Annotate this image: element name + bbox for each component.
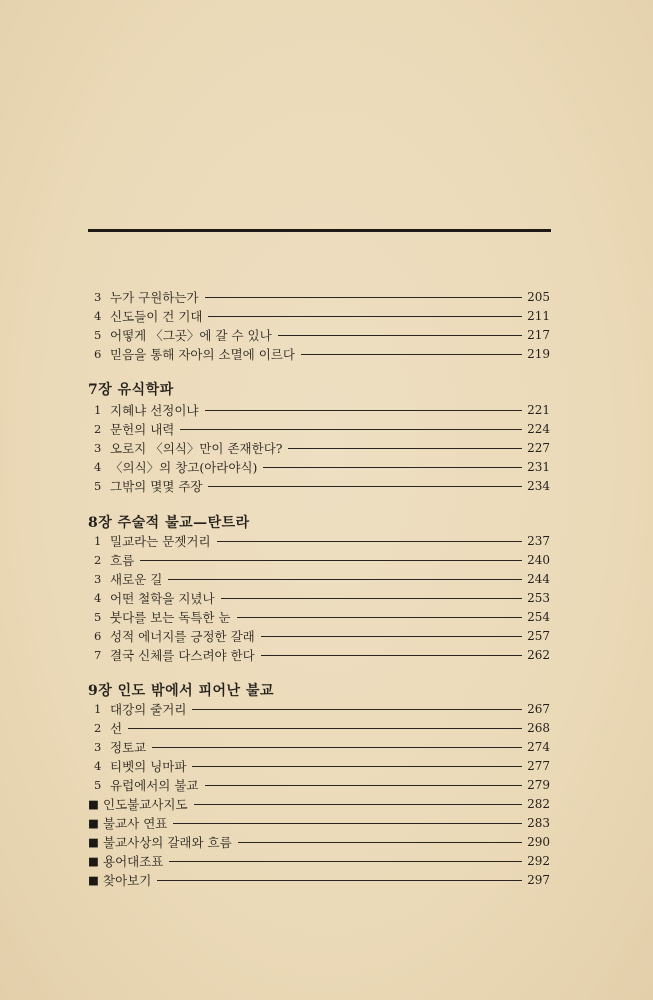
leader-line: [208, 316, 522, 317]
entry-title: 결국 신체를 다스려야 한다: [110, 648, 255, 663]
entry-title: 용어대조표: [103, 854, 164, 869]
toc-entry: [88, 757, 550, 775]
leader-line: [261, 655, 522, 656]
entry-title: 새로운 길: [110, 572, 163, 587]
leader-line: [140, 560, 522, 561]
toc-entry: [88, 700, 550, 718]
entry-page: 254: [527, 610, 550, 624]
toc-entry: [88, 627, 550, 645]
entry-page: 211: [527, 309, 550, 323]
entry-page: 292: [527, 854, 550, 868]
entry-title: 지혜냐 선정이냐: [110, 403, 199, 418]
leader-line: [217, 541, 522, 542]
leader-line: [192, 709, 522, 710]
toc-entry-appendix: [88, 833, 550, 851]
entry-number: 1: [94, 534, 102, 548]
entry-number: 4: [94, 591, 102, 605]
entry-marker: ■: [88, 816, 99, 830]
toc-entry: [88, 326, 550, 344]
toc-entry: [88, 401, 550, 419]
toc-entry: [88, 551, 550, 569]
entry-number: 6: [94, 629, 102, 643]
entry-title: 믿음을 통해 자아의 소멸에 이르다: [110, 347, 295, 362]
leader-line: [169, 861, 522, 862]
toc-entry-appendix: [88, 871, 550, 889]
entry-title: 선: [110, 721, 123, 736]
leader-line: [152, 747, 522, 748]
entry-title: 불교사 연표: [103, 816, 168, 831]
entry-marker: ■: [88, 835, 99, 849]
entry-number: 4: [94, 309, 102, 323]
entry-page: 277: [527, 759, 550, 773]
entry-page: 240: [527, 553, 550, 567]
entry-number: 5: [94, 778, 102, 792]
entry-page: 253: [527, 591, 550, 605]
leader-line: [192, 766, 522, 767]
leader-line: [221, 598, 522, 599]
entry-number: 7: [94, 648, 102, 662]
toc-entry: [88, 589, 550, 607]
entry-page: 282: [527, 797, 550, 811]
leader-line: [288, 448, 522, 449]
entry-page: 274: [527, 740, 550, 754]
toc-entry-appendix: [88, 852, 550, 870]
entry-page: 217: [527, 328, 550, 342]
entry-title: 성적 에너지를 긍정한 갈래: [110, 629, 255, 644]
entry-title: 붓다를 보는 독특한 눈: [110, 610, 231, 625]
entry-number: 5: [94, 479, 102, 493]
leader-line: [278, 335, 522, 336]
leader-line: [180, 429, 522, 430]
entry-page: 237: [527, 534, 550, 548]
entry-number: 3: [94, 441, 102, 455]
toc-entry: [88, 776, 550, 794]
entry-number: 1: [94, 702, 102, 716]
leader-line: [205, 410, 523, 411]
toc-entry: [88, 420, 550, 438]
entry-number: 5: [94, 328, 102, 342]
leader-line: [301, 354, 522, 355]
toc-entry: [88, 646, 550, 664]
toc-entry: [88, 288, 550, 306]
entry-page: 279: [527, 778, 550, 792]
entry-title: 어떤 철학을 지녔나: [110, 591, 215, 606]
entry-page: 290: [527, 835, 550, 849]
leader-line: [205, 297, 523, 298]
entry-page: 234: [527, 479, 550, 493]
entry-title: 정토교: [110, 740, 147, 755]
entry-title: 유럽에서의 불교: [110, 778, 199, 793]
leader-line: [237, 617, 522, 618]
entry-page: 257: [527, 629, 550, 643]
entry-page: 231: [527, 460, 550, 474]
entry-number: 6: [94, 347, 102, 361]
toc-entry: [88, 608, 550, 626]
entry-title: 어떻게 〈그곳〉에 갈 수 있나: [110, 328, 272, 343]
entry-marker: ■: [88, 854, 99, 868]
entry-number: 4: [94, 759, 102, 773]
chapter-heading: 7장 유식학파: [88, 382, 174, 398]
toc-entry: [88, 345, 550, 363]
toc-entry-appendix: [88, 795, 550, 813]
entry-title: 그밖의 몇몇 주장: [110, 479, 203, 494]
leader-line: [208, 486, 522, 487]
entry-title: 인도불교사지도: [103, 797, 188, 812]
entry-page: 219: [527, 347, 550, 361]
entry-number: 2: [94, 721, 102, 735]
entry-number: 3: [94, 740, 102, 754]
entry-title: 밀교라는 문젯거리: [110, 534, 211, 549]
entry-title: 〈의식〉의 창고(아라야식): [110, 460, 258, 475]
entry-title: 불교사상의 갈래와 흐름: [103, 835, 232, 850]
entry-page: 283: [527, 816, 550, 830]
entry-number: 2: [94, 553, 102, 567]
chapter-heading: 9장 인도 밖에서 피어난 불교: [88, 683, 275, 699]
entry-page: 262: [527, 648, 550, 662]
entry-title: 문헌의 내력: [110, 422, 175, 437]
entry-page: 221: [527, 403, 550, 417]
entry-title: 찾아보기: [103, 873, 152, 888]
entry-title: 오로지 〈의식〉만이 존재한다?: [110, 441, 283, 456]
entry-number: 5: [94, 610, 102, 624]
chapter-heading: 8장 주술적 불교—탄트라: [88, 515, 250, 531]
leader-line: [238, 842, 522, 843]
toc-entry: [88, 719, 550, 737]
toc-entry: [88, 477, 550, 495]
leader-line: [128, 728, 522, 729]
leader-line: [261, 636, 522, 637]
toc-entry: [88, 307, 550, 325]
entry-page: 268: [527, 721, 550, 735]
entry-marker: ■: [88, 797, 99, 811]
toc-entry: [88, 439, 550, 457]
entry-number: 3: [94, 572, 102, 586]
entry-marker: ■: [88, 873, 99, 887]
entry-title: 신도들이 건 기대: [110, 309, 203, 324]
entry-title: 티벳의 닝마파: [110, 759, 187, 774]
entry-number: 3: [94, 290, 102, 304]
entry-title: 누가 구원하는가: [110, 290, 199, 305]
entry-page: 205: [527, 290, 550, 304]
entry-page: 244: [527, 572, 550, 586]
leader-line: [194, 804, 522, 805]
toc-entry: [88, 532, 550, 550]
leader-line: [263, 467, 522, 468]
leader-line: [157, 880, 522, 881]
toc-entry: [88, 458, 550, 476]
leader-line: [173, 823, 522, 824]
leader-line: [205, 785, 523, 786]
toc-entry: [88, 570, 550, 588]
entry-page: 227: [527, 441, 550, 455]
entry-page: 267: [527, 702, 550, 716]
entry-page: 297: [527, 873, 550, 887]
entry-number: 4: [94, 460, 102, 474]
entry-title: 대강의 줄거리: [110, 702, 187, 717]
entry-title: 흐름: [110, 553, 135, 568]
entry-number: 1: [94, 403, 102, 417]
toc-entry: [88, 738, 550, 756]
leader-line: [168, 579, 522, 580]
entry-number: 2: [94, 422, 102, 436]
entry-page: 224: [527, 422, 550, 436]
toc-entry-appendix: [88, 814, 550, 832]
